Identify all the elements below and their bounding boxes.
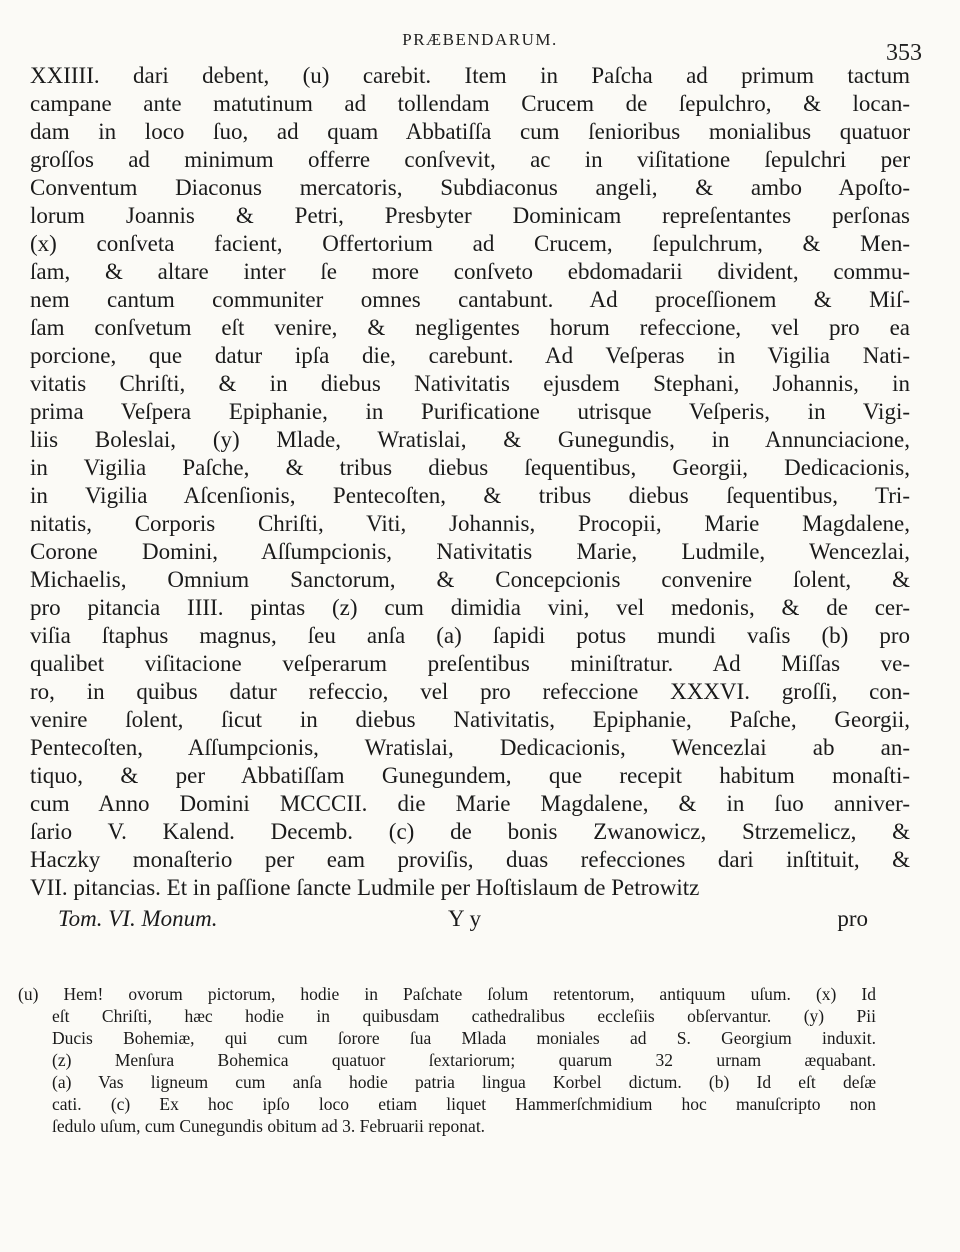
body-line: Pentecoſten, Aſſumpcionis, Wratislai, Dedicacionis, Wencezlai ab an-	[30, 735, 910, 760]
body-line: (x) conſveta facient, Offertorium ad Crucem, ſepulchrum, & Men-	[30, 231, 910, 256]
body-line: VII. pitancias. Et in paſſione ſancte Ludmile per Hoſtislaum de Petrowitz	[30, 875, 700, 900]
body-line: Conventum Diaconus mercatoris, Subdiaconus angeli, & ambo Apoſto-	[30, 175, 910, 200]
body-line: ſam conſvetum eſt venire, & negligentes horum refeccione, vel pro ea	[30, 315, 910, 340]
body-line: ſario V. Kalend. Decemb. (c) de bonis Zwanowicz, Strzemelicz, &	[30, 819, 910, 844]
body-line: tiquo, & per Abbatiſſam Gunegundem, que recepit habitum monaſti-	[30, 763, 910, 788]
body-text	[30, 62, 910, 902]
body-line: in Vigilia Paſche, & tribus diebus ſequentibus, Georgii, Dedicacionis,	[30, 455, 910, 480]
body-line: Haczky monaſterio per eam proviſis, duas refecciones dari inſtituit, &	[30, 847, 910, 872]
running-head: PRÆBENDARUM.	[402, 30, 558, 49]
body-line: in Vigilia Aſcenſionis, Pentecoſten, & tribus diebus ſequentibus, Tri-	[30, 483, 910, 508]
body-line: ro, in quibus datur refeccio, vel pro refeccione XXXVI. groſſi, con-	[30, 679, 910, 704]
footnote-line: (u) Hem! ovorum pictorum, hodie in Paſchate ſolum retentorum, antiquum uſum. (x) Id	[18, 984, 876, 1004]
footnote-line: eſt Chriſti, hæc hodie in quibusdam cathedralibus eccleſiis obſervantur. (y) Pii	[52, 1006, 876, 1026]
body-line: viſia ſtaphus magnus, ſeu anſa (a) ſapidi potus mundi vaſis (b) pro	[30, 623, 910, 648]
footnotes	[18, 983, 876, 1137]
body-line: ſam, & altare inter ſe more conſveto ebdomadarii divident, commu-	[30, 259, 910, 284]
body-line: groſſos ad minimum offerre conſvevit, ac in viſitatione ſepulchri per	[30, 147, 910, 172]
body-line: campane ante matutinum ad tollendam Crucem de ſepulchro, & locan-	[30, 91, 910, 116]
body-line: dam in loco ſuo, ad quam Abbatiſſa cum ſenioribus monialibus quatuor	[30, 119, 910, 144]
body-line: Corone Domini, Aſſumpcionis, Nativitatis Marie, Ludmile, Wencezlai,	[30, 539, 910, 564]
footnote-line: ſedulo uſum, cum Cunegundis obitum ad 3. Februarii reponat.	[52, 1116, 486, 1136]
body-line: porcione, que datur ipſa die, carebunt. Ad Veſperas in Vigilia Nati-	[30, 343, 910, 368]
body-line: XXIIII. dari debent, (u) carebit. Item in Paſcha ad primum tactum	[30, 63, 910, 88]
page-number: 353	[886, 40, 922, 66]
body-line: qualibet viſitacione veſperarum preſentibus miniſtratur. Ad Miſſas ve-	[30, 651, 910, 676]
body-line: vitatis Chriſti, & in diebus Nativitatis ejusdem Stephani, Johannis, in	[30, 371, 910, 396]
signature-volume: Tom. VI. Monum.	[58, 906, 218, 931]
catchword: pro	[837, 906, 868, 931]
body-line: cum Anno Domini MCCCII. die Marie Magdalene, & in ſuo anniver-	[30, 791, 910, 816]
footnote-line: (a) Vas ligneum cum anſa hodie patria lingua Korbel dictum. (b) Id eſt deſæ	[52, 1072, 876, 1092]
body-line: nem cantum communiter omnes cantabunt. Ad proceſſionem & Miſ-	[30, 287, 910, 312]
signature-line	[58, 905, 868, 933]
body-line: liis Boleslai, (y) Mlade, Wratislai, & Gunegundis, in Annunciacione,	[30, 427, 910, 452]
body-line: lorum Joannis & Petri, Presbyter Dominicam repreſentantes perſonas	[30, 203, 910, 228]
body-line: venire ſolent, ſicut in diebus Nativitatis, Epiphanie, Paſche, Georgii,	[30, 707, 910, 732]
body-line: nitatis, Corporis Chriſti, Viti, Johannis, Procopii, Marie Magdalene,	[30, 511, 910, 536]
footnote-line: (z) Menſura Bohemica quatuor ſextariorum; quarum 32 urnam æquabant.	[52, 1050, 876, 1070]
footnote-line: Ducis Bohemiæ, qui cum ſorore ſua Mlada moniales ad S. Georgium induxit.	[52, 1028, 876, 1048]
body-line: prima Veſpera Epiphanie, in Purificatione utrisque Veſperis, in Vigi-	[30, 399, 910, 424]
body-line: Michaelis, Omnium Sanctorum, & Concepcionis convenire ſolent, &	[30, 567, 910, 592]
signature-mark: Y y	[448, 906, 482, 931]
footnote-line: cati. (c) Ex hoc ipſo loco etiam liquet Hammerſchmidium hoc manuſcripto non	[52, 1094, 876, 1114]
body-line: pro pitancia IIII. pintas (z) cum dimidia vini, vel medonis, & de cer-	[30, 595, 910, 620]
